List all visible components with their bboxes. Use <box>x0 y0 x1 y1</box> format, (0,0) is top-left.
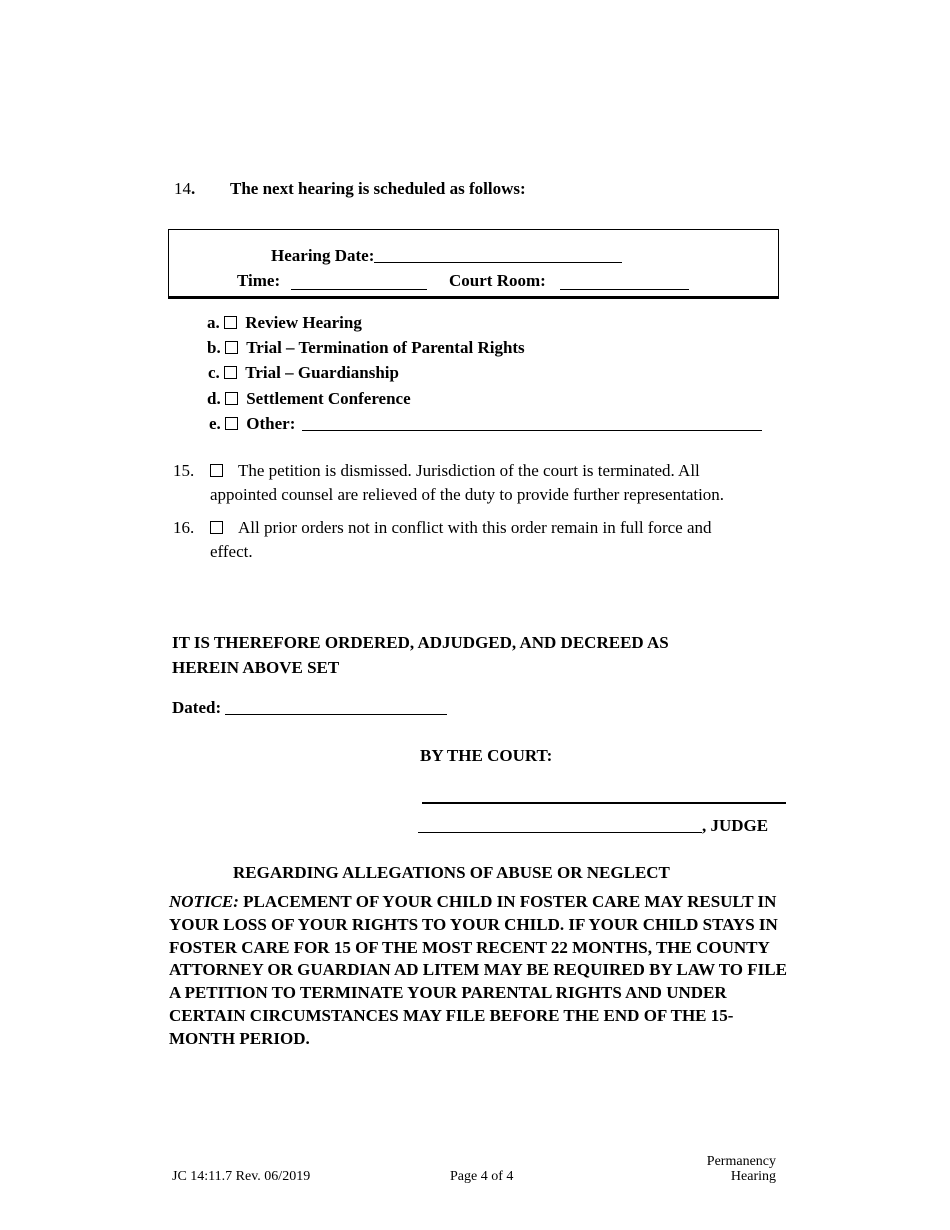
order-line-1: IT IS THEREFORE ORDERED, ADJUDGED, AND DECREED AS <box>172 633 669 652</box>
item-15-number: 15. <box>173 461 195 480</box>
time-label: Time: <box>237 271 281 290</box>
option-label: Settlement Conference <box>246 389 411 408</box>
court-room-field[interactable] <box>560 274 689 290</box>
notice-prefix: NOTICE: <box>169 892 239 911</box>
dated-row <box>172 698 447 718</box>
item-15-line2: appointed counsel are relieved of the duty to provide further representation. <box>210 485 725 504</box>
option-label: Other: <box>246 414 296 433</box>
option-letter: c. <box>208 363 220 382</box>
hearing-date-field[interactable] <box>374 247 622 263</box>
item-number: 14 <box>174 179 191 198</box>
dated-field[interactable] <box>225 699 447 715</box>
option-letter: b. <box>207 338 221 357</box>
footer-form-id: JC 14:11.7 Rev. 06/2019 <box>172 1169 311 1184</box>
review-hearing-checkbox[interactable] <box>224 316 237 329</box>
footer-page-number: Page 4 of 4 <box>450 1169 514 1184</box>
item-16-line1: All prior orders not in conflict with this order remain in full force and <box>238 518 712 537</box>
hearing-date-row <box>271 246 622 266</box>
hearing-type-option <box>208 363 399 383</box>
settlement-conference-checkbox[interactable] <box>225 392 238 405</box>
other-field[interactable] <box>302 415 762 431</box>
judge-signature-line[interactable] <box>422 802 786 804</box>
notice-body: PLACEMENT OF YOUR CHILD IN FOSTER CARE MAY RESULT IN YOUR LOSS OF YOUR RIGHTS TO YOUR CHILD. IF YOUR CHILD STAYS IN FOSTER CARE FOR 15 OF THE MOST RECENT 22 MONTHS, THE COUNTY ATTORNEY OR GUARDIAN AD LITEM MAY BE REQUIRED BY LAW TO FILE A PETITION TO TERMINATE YOUR PARENTAL RIGHTS AND UNDER CERTAIN CIRCUMSTANCES MAY FILE BEFORE THE END OF THE 15-MONTH PERIOD. <box>169 892 787 1048</box>
notice-paragraph <box>169 891 789 1051</box>
hearing-type-option <box>209 414 762 434</box>
option-label: Review Hearing <box>245 313 362 332</box>
time-field[interactable] <box>291 274 427 290</box>
option-letter: a. <box>207 313 220 332</box>
court-room-label: Court Room: <box>449 271 546 290</box>
trial-guardianship-checkbox[interactable] <box>224 366 237 379</box>
judge-name-field[interactable] <box>418 817 702 833</box>
hearing-type-option <box>207 389 411 409</box>
option-letter: d. <box>207 389 221 408</box>
item-14-heading: 14. <box>174 179 196 198</box>
other-checkbox[interactable] <box>225 417 238 430</box>
hearing-type-option <box>207 313 362 333</box>
prior-orders-checkbox[interactable] <box>210 521 223 534</box>
petition-dismissed-checkbox[interactable] <box>210 464 223 477</box>
option-label: Trial – Guardianship <box>245 363 399 382</box>
footer-title-line1: Permanency <box>706 1154 776 1169</box>
notice-heading: REGARDING ALLEGATIONS OF ABUSE OR NEGLECT <box>233 863 670 882</box>
judge-label: , JUDGE <box>702 816 769 835</box>
trial-tpr-checkbox[interactable] <box>225 341 238 354</box>
hearing-type-option <box>207 338 525 358</box>
option-label: Trial – Termination of Parental Rights <box>246 338 525 357</box>
dated-label: Dated: <box>172 698 222 717</box>
by-the-court: BY THE COURT: <box>420 746 553 765</box>
item-15-line1: The petition is dismissed. Jurisdiction of the court is terminated. All <box>238 461 700 480</box>
option-letter: e. <box>209 414 221 433</box>
item-16-number: 16. <box>173 518 195 537</box>
item-16-line2: effect. <box>210 542 253 561</box>
judge-name-row <box>418 816 768 836</box>
item-14-text: The next hearing is scheduled as follows: <box>230 179 526 198</box>
hearing-date-label: Hearing Date: <box>271 246 375 265</box>
order-line-2: HEREIN ABOVE SET <box>172 658 340 677</box>
footer-title-line2: Hearing <box>730 1169 776 1184</box>
